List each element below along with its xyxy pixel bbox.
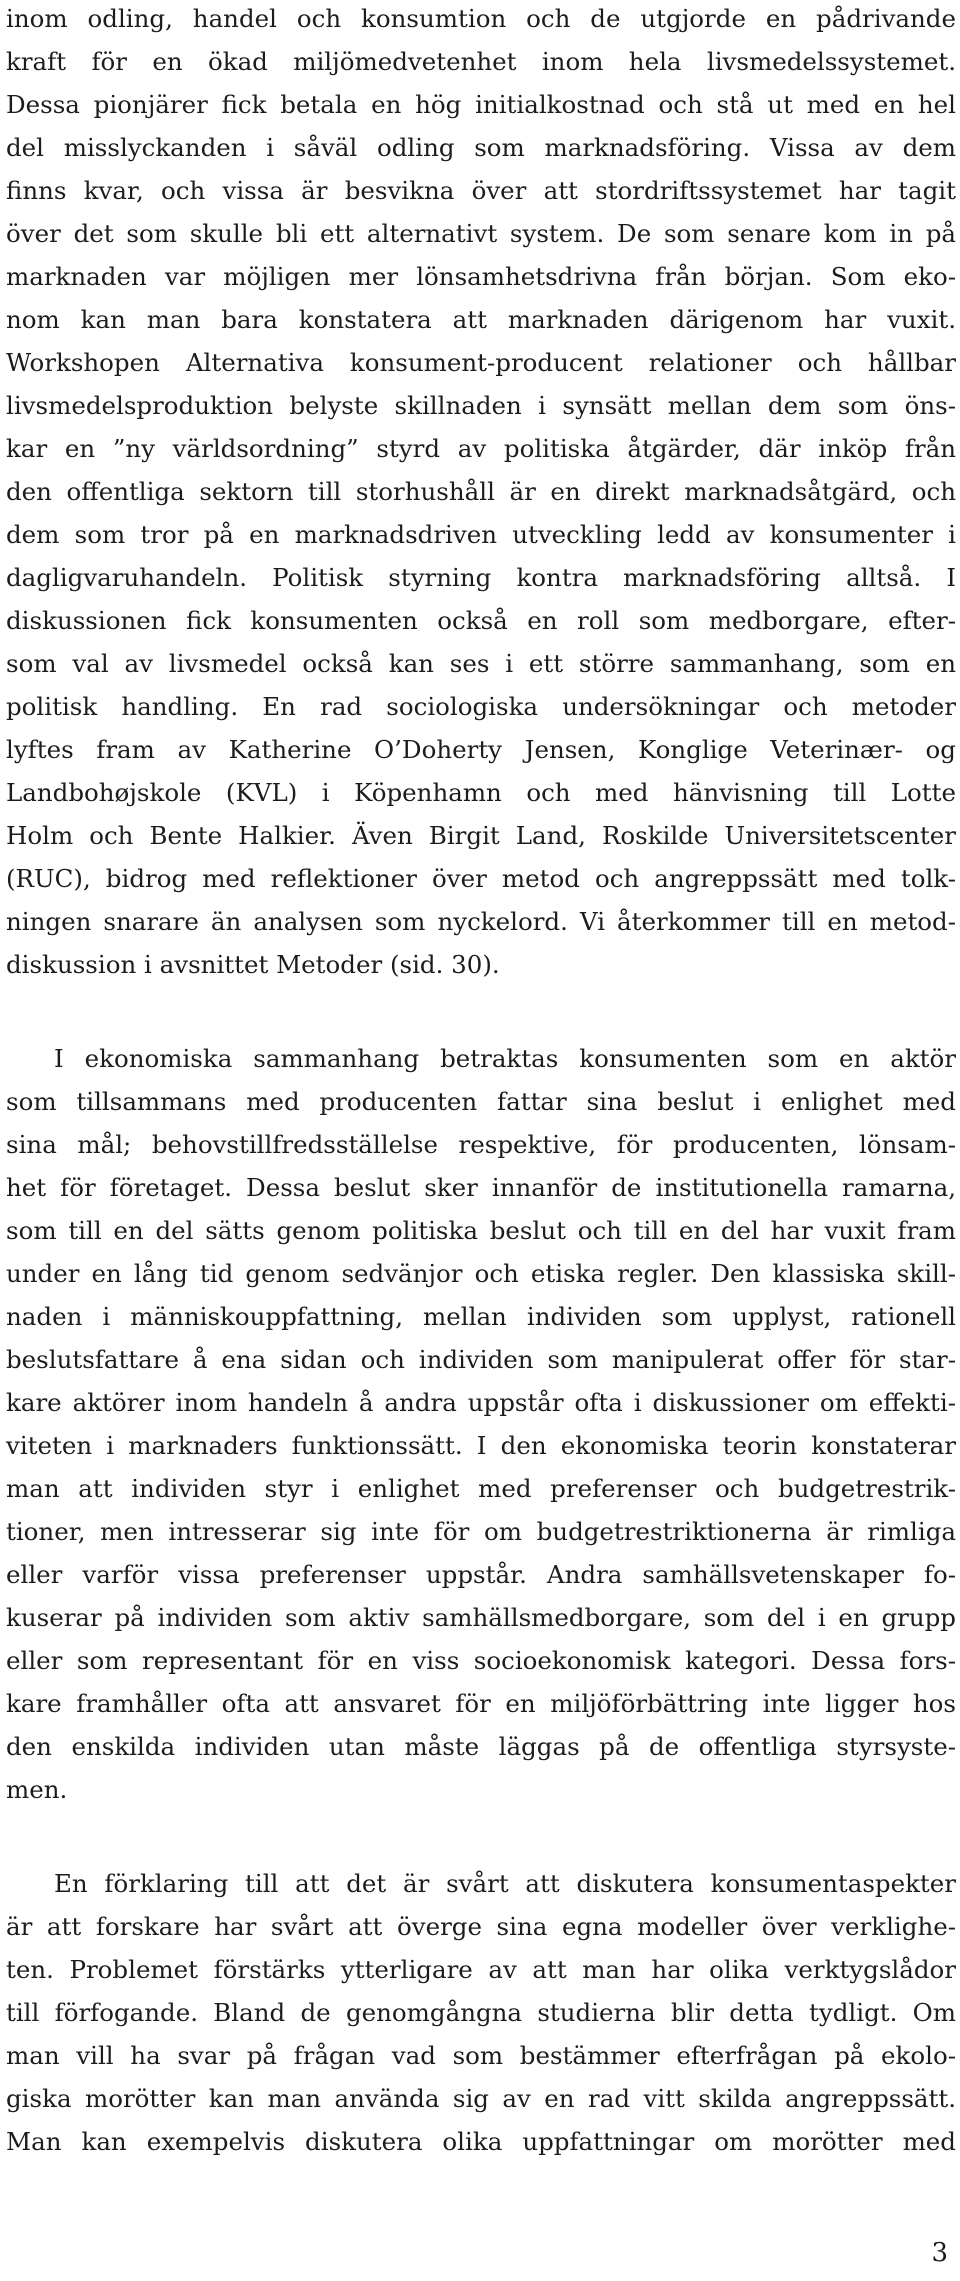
text-line: del misslyckanden i såväl odling som marknadsföring. Vissa av dem xyxy=(6,133,956,162)
text-line: inom odling, handel och konsumtion och de utgjorde en pådrivande xyxy=(6,4,956,33)
text-line: nom kan man bara konstatera att marknaden därigenom har vuxit. xyxy=(6,305,956,334)
text-line: beslutsfattare å ena sidan och individen som manipulerat offer för star- xyxy=(6,1345,956,1374)
text-line: ningen snarare än analysen som nyckelord. Vi återkommer till en metod- xyxy=(6,907,956,936)
text-line: man att individen styr i enlighet med preferenser och budgetrestrik- xyxy=(6,1474,956,1503)
text-line: den offentliga sektorn till storhushåll är en direkt marknadsåtgärd, och xyxy=(6,477,956,506)
text-line: naden i människouppfattning, mellan individen som upplyst, rationell xyxy=(6,1302,956,1331)
paragraph-first-line: En förklaring till att det är svårt att diskutera konsumentaspekter xyxy=(54,1869,956,1898)
text-line: som till en del sätts genom politiska beslut och till en del har vuxit fram xyxy=(6,1216,956,1245)
text-line: den enskilda individen utan måste läggas på de offentliga styrsyste- xyxy=(6,1732,956,1761)
text-line: som tillsammans med producenten fattar sina beslut i enlighet med xyxy=(6,1087,956,1116)
text-line: Workshopen Alternativa konsument-producent relationer och hållbar xyxy=(6,348,956,377)
text-line: kare aktörer inom handeln å andra uppstår ofta i diskussioner om effekti- xyxy=(6,1388,956,1417)
text-line: eller som representant för en viss socioekonomisk kategori. Dessa fors- xyxy=(6,1646,956,1675)
text-line: marknaden var möjligen mer lönsamhetsdrivna från början. Som eko- xyxy=(6,262,956,291)
text-line: under en lång tid genom sedvänjor och etiska regler. Den klassiska skill- xyxy=(6,1259,956,1288)
text-line: kuserar på individen som aktiv samhällsmedborgare, som del i en grupp xyxy=(6,1603,956,1632)
text-line: Landbohøjskole (KVL) i Köpenhamn och med hänvisning till Lotte xyxy=(6,778,956,807)
text-line: het för företaget. Dessa beslut sker innanför de institutionella ramarna, xyxy=(6,1173,956,1202)
text-line: kare framhåller ofta att ansvaret för en miljöförbättring inte ligger hos xyxy=(6,1689,956,1718)
text-line: som val av livsmedel också kan ses i ett större sammanhang, som en xyxy=(6,649,956,678)
text-line: ten. Problemet förstärks ytterligare av att man har olika verktygslådor xyxy=(6,1955,956,1984)
text-line: över det som skulle bli ett alternativt system. De som senare kom in på xyxy=(6,219,956,248)
paragraph-first-line: I ekonomiska sammanhang betraktas konsumenten som en aktör xyxy=(54,1044,956,1073)
text-line: sina mål; behovstillfredsställelse respektive, för producenten, lönsam- xyxy=(6,1130,956,1159)
text-line: politisk handling. En rad sociologiska undersökningar och metoder xyxy=(6,692,956,721)
text-line: (RUC), bidrog med reflektioner över metod och angreppssätt med tolk- xyxy=(6,864,956,893)
text-line: kraft för en ökad miljömedvetenhet inom hela livsmedelssystemet. xyxy=(6,47,956,76)
text-line: men. xyxy=(6,1775,68,1804)
text-line: dagligvaruhandeln. Politisk styrning kontra marknadsföring alltså. I xyxy=(6,563,956,592)
text-line: eller varför vissa preferenser uppstår. Andra samhällsvetenskaper fo- xyxy=(6,1560,956,1589)
text-line: Man kan exempelvis diskutera olika uppfattningar om morötter med xyxy=(6,2127,956,2156)
text-line: dem som tror på en marknadsdriven utveckling ledd av konsumenter i xyxy=(6,520,956,549)
text-line: Dessa pionjärer fick betala en hög initialkostnad och stå ut med en hel xyxy=(6,90,956,119)
text-line: Holm och Bente Halkier. Även Birgit Land, Roskilde Universitetscenter xyxy=(6,821,956,850)
text-line: livsmedelsproduktion belyste skillnaden i synsätt mellan dem som öns- xyxy=(6,391,956,420)
text-line: är att forskare har svårt att överge sina egna modeller över verklighe- xyxy=(6,1912,956,1941)
text-line: viteten i marknaders funktionssätt. I den ekonomiska teorin konstaterar xyxy=(6,1431,956,1460)
text-line: kar en ”ny världsordning” styrd av politiska åtgärder, där inköp från xyxy=(6,434,956,463)
text-line: lyftes fram av Katherine O’Doherty Jensen, Konglige Veterinær- og xyxy=(6,735,956,764)
text-line: finns kvar, och vissa är besvikna över att stordriftssystemet har tagit xyxy=(6,176,956,205)
text-line: tioner, men intresserar sig inte för om budgetrestriktionerna är rimliga xyxy=(6,1517,956,1546)
text-line: man vill ha svar på frågan vad som bestämmer efterfrågan på ekolo- xyxy=(6,2041,956,2070)
text-line: giska morötter kan man använda sig av en rad vitt skilda angreppssätt. xyxy=(6,2084,956,2113)
text-line: diskussion i avsnittet Metoder (sid. 30). xyxy=(6,950,500,979)
text-line: till förfogande. Bland de genomgångna studierna blir detta tydligt. Om xyxy=(6,1998,956,2027)
page-number: 3 xyxy=(931,2238,948,2268)
text-line: diskussionen fick konsumenten också en roll som medborgare, efter- xyxy=(6,606,956,635)
